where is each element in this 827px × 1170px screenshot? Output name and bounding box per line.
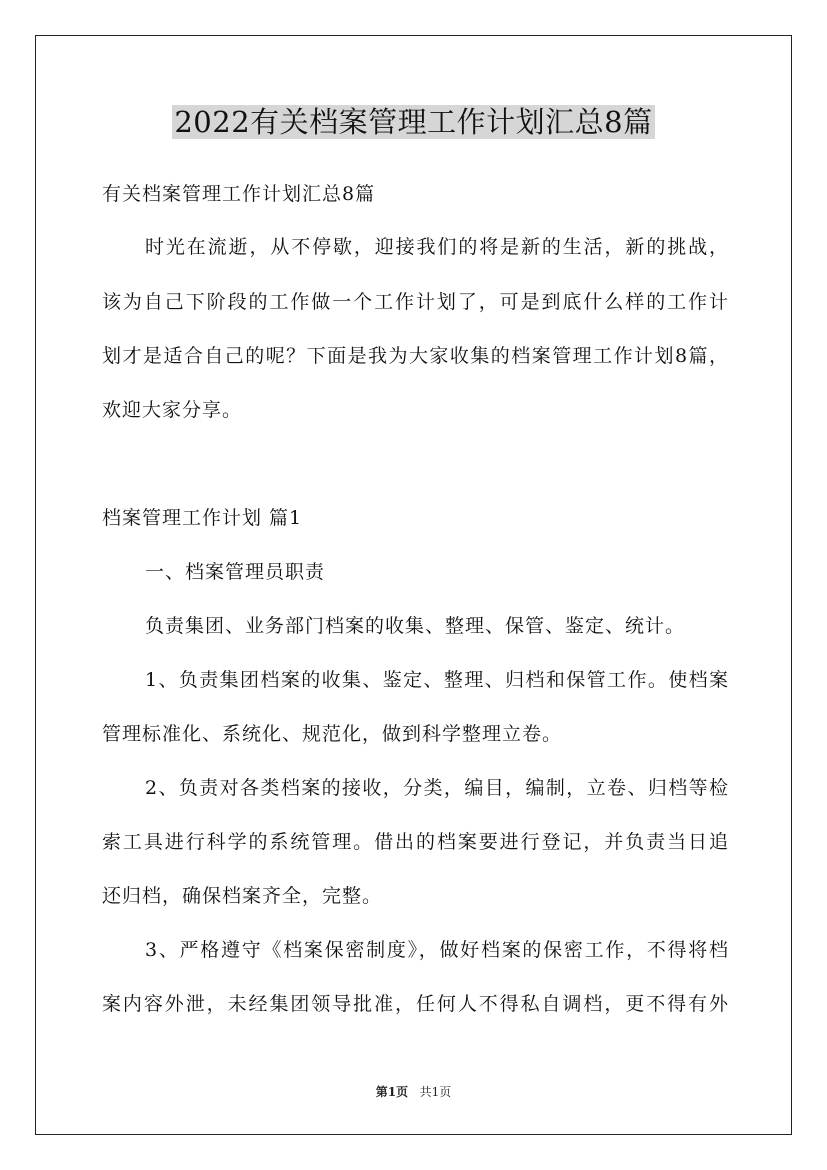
paragraph-line-2: 1、负责集团档案的收集、鉴定、整理、归档和保管工作。使档案 [145, 669, 729, 691]
paragraph-line-4: 2、负责对各类档案的接收，分类，编目，编制，立卷、归档等检 [145, 777, 729, 799]
sub-heading: 一、档案管理员职责 [145, 561, 326, 583]
paragraph-line-7: 3、严格遵守《档案保密制度》，做好档案的保密工作，不得将档 [145, 939, 729, 961]
page-total: 共1页 [419, 1085, 452, 1099]
page-footer [0, 1083, 827, 1101]
paragraph-line-6: 还归档，确保档案齐全，完整。 [102, 885, 383, 907]
intro-line-1: 时光在流逝，从不停歇，迎接我们的将是新的生活，新的挑战， [145, 236, 729, 258]
intro-line-4: 欢迎大家分享。 [102, 399, 243, 421]
section-heading: 档案管理工作计划 篇1 [102, 507, 303, 529]
paragraph-line-5: 索工具进行科学的系统管理。借出的档案要进行登记，并负责当日追 [102, 831, 729, 853]
document-title [0, 100, 827, 144]
intro-line-3: 划才是适合自己的呢？下面是我为大家收集的档案管理工作计划8篇， [102, 345, 729, 367]
page-number: 第1页 [375, 1085, 409, 1099]
paragraph-line-1: 负责集团、业务部门档案的收集、整理、保管、鉴定、统计。 [145, 615, 686, 637]
paragraph-line-3: 管理标准化、系统化、规范化，做到科学整理立卷。 [102, 723, 563, 745]
document-subtitle: 有关档案管理工作计划汇总8篇 [102, 183, 376, 205]
paragraph-line-8: 案内容外泄，未经集团领导批准，任何人不得私自调档，更不得有外 [102, 993, 729, 1015]
intro-line-2: 该为自己下阶段的工作做一个工作计划了，可是到底什么样的工作计 [102, 291, 729, 313]
document-title-text: 2022有关档案管理工作计划汇总8篇 [174, 105, 653, 139]
